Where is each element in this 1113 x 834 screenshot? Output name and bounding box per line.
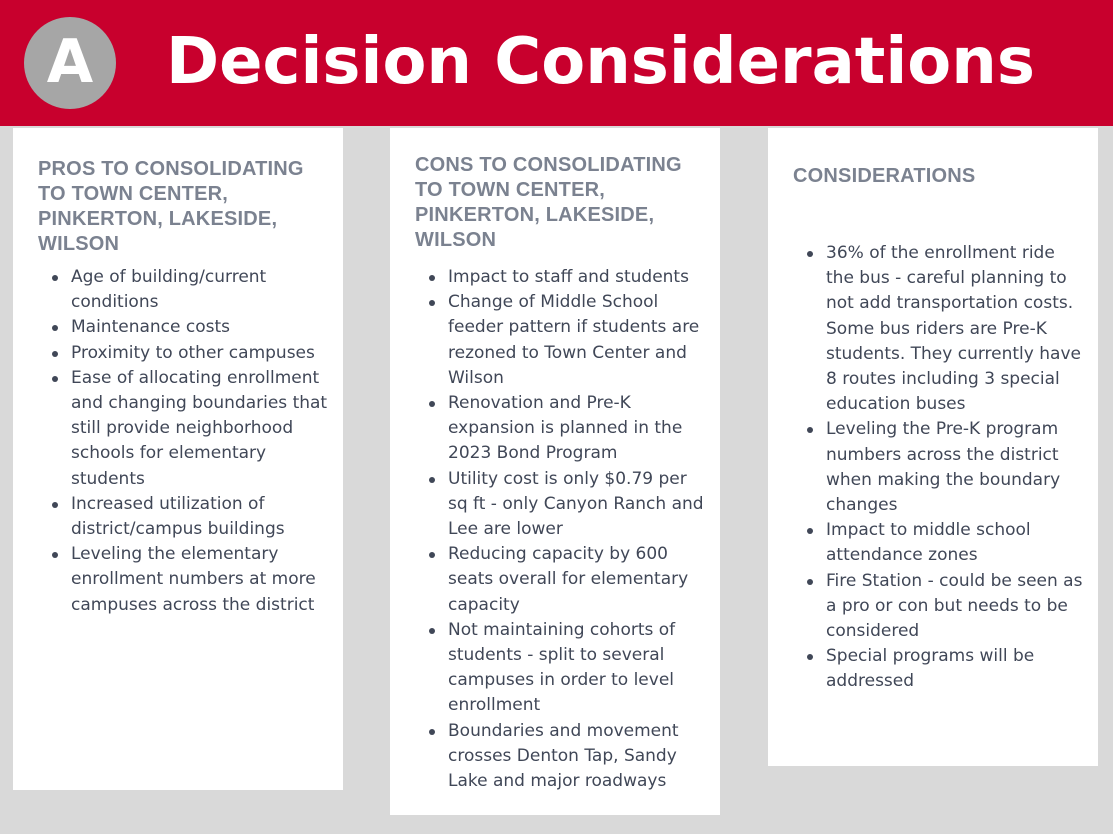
list-item-text: Maintenance costs bbox=[71, 317, 231, 338]
list-item-text: Fire Station - could be seen as a pro or con but needs to be considered bbox=[826, 570, 1083, 642]
bullet-icon bbox=[807, 427, 813, 433]
list-item-text: Impact to staff and students bbox=[448, 267, 689, 287]
considerations-card bbox=[768, 128, 1098, 766]
list-item bbox=[13, 265, 343, 315]
bullet-icon bbox=[429, 300, 435, 306]
bullet-icon bbox=[429, 628, 435, 634]
list-item bbox=[390, 719, 720, 795]
list-item bbox=[768, 241, 1098, 417]
bullet-icon bbox=[807, 654, 813, 660]
pros-card bbox=[13, 128, 343, 790]
list-item-text: Increased utilization of district/campus buildings bbox=[71, 493, 285, 540]
considerations-heading: CONSIDERATIONS bbox=[793, 165, 976, 187]
list-item-text: Change of Middle School feeder pattern if students are rezoned to Town Center and Wilson bbox=[448, 292, 700, 388]
list-item bbox=[768, 569, 1098, 645]
page-title: Decision Considerations bbox=[166, 25, 1035, 99]
cons-list bbox=[390, 265, 720, 794]
list-item bbox=[768, 644, 1098, 694]
list-item-text: Impact to middle school attendance zones bbox=[826, 520, 1031, 566]
bullet-icon bbox=[52, 502, 58, 508]
list-item-text: Leveling the Pre-K program numbers across the district when making the boundary changes bbox=[826, 419, 1061, 516]
list-item-text: Proximity to other campuses bbox=[71, 342, 315, 363]
list-item-text: Age of building/current conditions bbox=[71, 267, 267, 313]
list-item-text: Utility cost is only $0.79 per sq ft - only Canyon Ranch and Lee are lower bbox=[448, 468, 704, 540]
list-item bbox=[390, 618, 720, 719]
list-item bbox=[13, 341, 343, 366]
list-item bbox=[768, 417, 1098, 518]
bullet-icon bbox=[429, 477, 435, 483]
bullet-icon bbox=[52, 275, 58, 281]
list-item-text: Reducing capacity by 600 seats overall for elementary capacity bbox=[448, 544, 689, 615]
bullet-icon bbox=[807, 579, 813, 585]
bullet-icon bbox=[52, 325, 58, 331]
list-item bbox=[390, 391, 720, 467]
list-item bbox=[390, 265, 720, 290]
list-item-text: Special programs will be addressed bbox=[826, 646, 1035, 692]
section-badge: A bbox=[24, 17, 116, 109]
list-item bbox=[390, 290, 720, 391]
pros-list bbox=[13, 265, 343, 618]
bullet-icon bbox=[807, 528, 813, 534]
list-item-text: Ease of allocating enrollment and changing boundaries that still provide neighborhood schools for elementary students bbox=[71, 367, 328, 489]
bullet-icon bbox=[807, 251, 813, 257]
bullet-icon bbox=[52, 552, 58, 558]
list-item-text: Renovation and Pre-K expansion is planned in the 2023 Bond Program bbox=[448, 393, 683, 464]
considerations-list bbox=[768, 241, 1098, 695]
pros-heading: PROS TO CONSOLIDATING TO TOWN CENTER, PINKERTON, LAKESIDE, WILSON bbox=[38, 158, 304, 255]
list-item bbox=[13, 542, 343, 618]
list-item bbox=[390, 467, 720, 543]
bullet-icon bbox=[429, 401, 435, 407]
list-item bbox=[13, 366, 343, 492]
list-item bbox=[768, 518, 1098, 568]
list-item bbox=[13, 315, 343, 340]
list-item bbox=[13, 492, 343, 542]
bullet-icon bbox=[52, 351, 58, 357]
list-item-text: Not maintaining cohorts of students - split to several campuses in order to level enrollment bbox=[448, 619, 676, 716]
bullet-icon bbox=[429, 552, 435, 558]
header-banner bbox=[0, 0, 1113, 126]
list-item bbox=[390, 542, 720, 618]
cons-heading: CONS TO CONSOLIDATING TO TOWN CENTER, PINKERTON, LAKESIDE, WILSON bbox=[415, 154, 682, 251]
list-item-text: 36% of the enrollment ride the bus - careful planning to not add transportation costs. Some bus riders are Pre-K students. They currently have 8 routes including 3 special education buses bbox=[826, 243, 1081, 415]
list-item-text: Leveling the elementary enrollment numbers at more campuses across the district bbox=[71, 544, 316, 615]
cons-card bbox=[390, 128, 720, 815]
list-item-text: Boundaries and movement crosses Denton Tap, Sandy Lake and major roadways bbox=[448, 720, 679, 792]
bullet-icon bbox=[429, 275, 435, 281]
bullet-icon bbox=[52, 376, 58, 382]
bullet-icon bbox=[429, 729, 435, 735]
